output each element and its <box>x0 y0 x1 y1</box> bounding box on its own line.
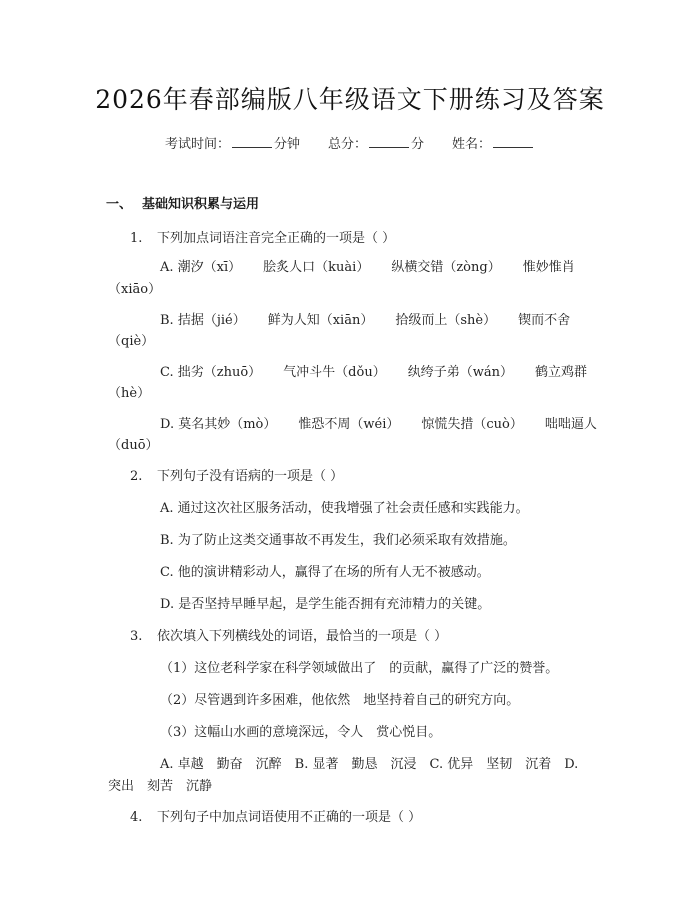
score-label: 总分： <box>327 137 367 152</box>
q1-option-b-cont: （qiè） <box>108 334 155 349</box>
option-item: B. 拮据（jié） <box>160 313 246 328</box>
q1-option-a-cont: （xiāo） <box>108 282 162 297</box>
question-4-stem <box>130 806 421 825</box>
page-title: 2026年春部编版八年级语文下册练习及答案 <box>95 85 605 114</box>
question-text: 下列句子没有语病的一项是（ ） <box>157 469 344 484</box>
section-heading <box>106 193 259 212</box>
option-item: D. 莫名其妙（mò） <box>160 417 277 432</box>
question-text: 下列句子中加点词语使用不正确的一项是（ ） <box>157 810 422 825</box>
name-label: 姓名： <box>452 137 492 152</box>
option-item: A. 潮汐（xī） <box>160 260 242 275</box>
option-item: 锲而不舍 <box>518 313 571 328</box>
question-3-stem <box>130 625 447 644</box>
question-number: 2. <box>130 469 143 484</box>
score-unit: 分 <box>411 137 425 152</box>
q3-sentence-1: （1）这位老科学家在科学领域做出了 的贡献，赢得了广泛的赞誉。 <box>160 661 559 676</box>
exam-info-line <box>0 133 700 152</box>
q1-option-a <box>160 256 597 275</box>
question-1-stem <box>130 227 395 246</box>
section-number: 一、 <box>106 197 133 212</box>
option-item: 惟恐不周（wéi） <box>298 417 400 432</box>
q1-option-d <box>160 413 619 432</box>
name-blank[interactable] <box>493 135 533 148</box>
option-item: 气冲斗牛（dǒu） <box>283 365 386 380</box>
q2-option-b: B. 为了防止这类交通事故不再发生，我们必须采取有效措施。 <box>160 533 516 548</box>
option-item: 鹤立鸡群 <box>534 365 587 380</box>
option-item: 拾级而上（shè） <box>395 313 497 328</box>
option-item: 鲜为人知（xiān） <box>267 313 374 328</box>
question-number: 4. <box>130 810 143 825</box>
question-text: 依次填入下列横线处的词语，最恰当的一项是（ ） <box>157 629 448 644</box>
question-2-stem <box>130 465 343 484</box>
time-blank[interactable] <box>232 135 272 148</box>
option-item: 咄咄逼人 <box>544 417 597 432</box>
q3-options-cont: 突出 刻苦 沉静 <box>108 779 213 794</box>
question-text: 下列加点词语注音完全正确的一项是（ ） <box>157 231 396 246</box>
q3-sentence-2: （2）尽管遇到许多困难，他依然 地坚持着自己的研究方向。 <box>160 693 520 708</box>
q3-sentence-3: （3）这幅山水画的意境深远，令人 赏心悦目。 <box>160 725 442 740</box>
q1-option-b <box>160 309 592 328</box>
question-number: 1. <box>130 231 143 246</box>
time-label: 考试时间： <box>164 137 230 152</box>
q3-options: A. 卓越 勤奋 沉醉 B. 显著 勤恳 沉浸 C. 优异 坚韧 沉着 D. <box>160 757 579 772</box>
section-label: 基础知识积累与运用 <box>142 197 260 212</box>
time-unit: 分钟 <box>273 137 300 152</box>
q1-option-d-cont: （duō） <box>108 438 159 453</box>
q2-option-d: D. 是否坚持早睡早起，是学生能否拥有充沛精力的关键。 <box>160 597 491 612</box>
option-item: 纵横交错（zòng） <box>391 260 501 275</box>
q1-option-c <box>160 361 609 380</box>
option-item: 惊慌失措（cuò） <box>421 417 523 432</box>
q1-option-c-cont: （hè） <box>108 386 151 401</box>
q2-option-a: A. 通过这次社区服务活动，使我增强了社会责任感和实践能力。 <box>160 501 529 516</box>
score-blank[interactable] <box>369 135 409 148</box>
option-item: 惟妙惟肖 <box>522 260 575 275</box>
option-item: 纨绔子弟（wán） <box>407 365 513 380</box>
q2-option-c: C. 他的演讲精彩动人，赢得了在场的所有人无不被感动。 <box>160 565 490 580</box>
option-item: C. 拙劣（zhuō） <box>160 365 262 380</box>
option-item: 脍炙人口（kuài） <box>263 260 370 275</box>
question-number: 3. <box>130 629 143 644</box>
